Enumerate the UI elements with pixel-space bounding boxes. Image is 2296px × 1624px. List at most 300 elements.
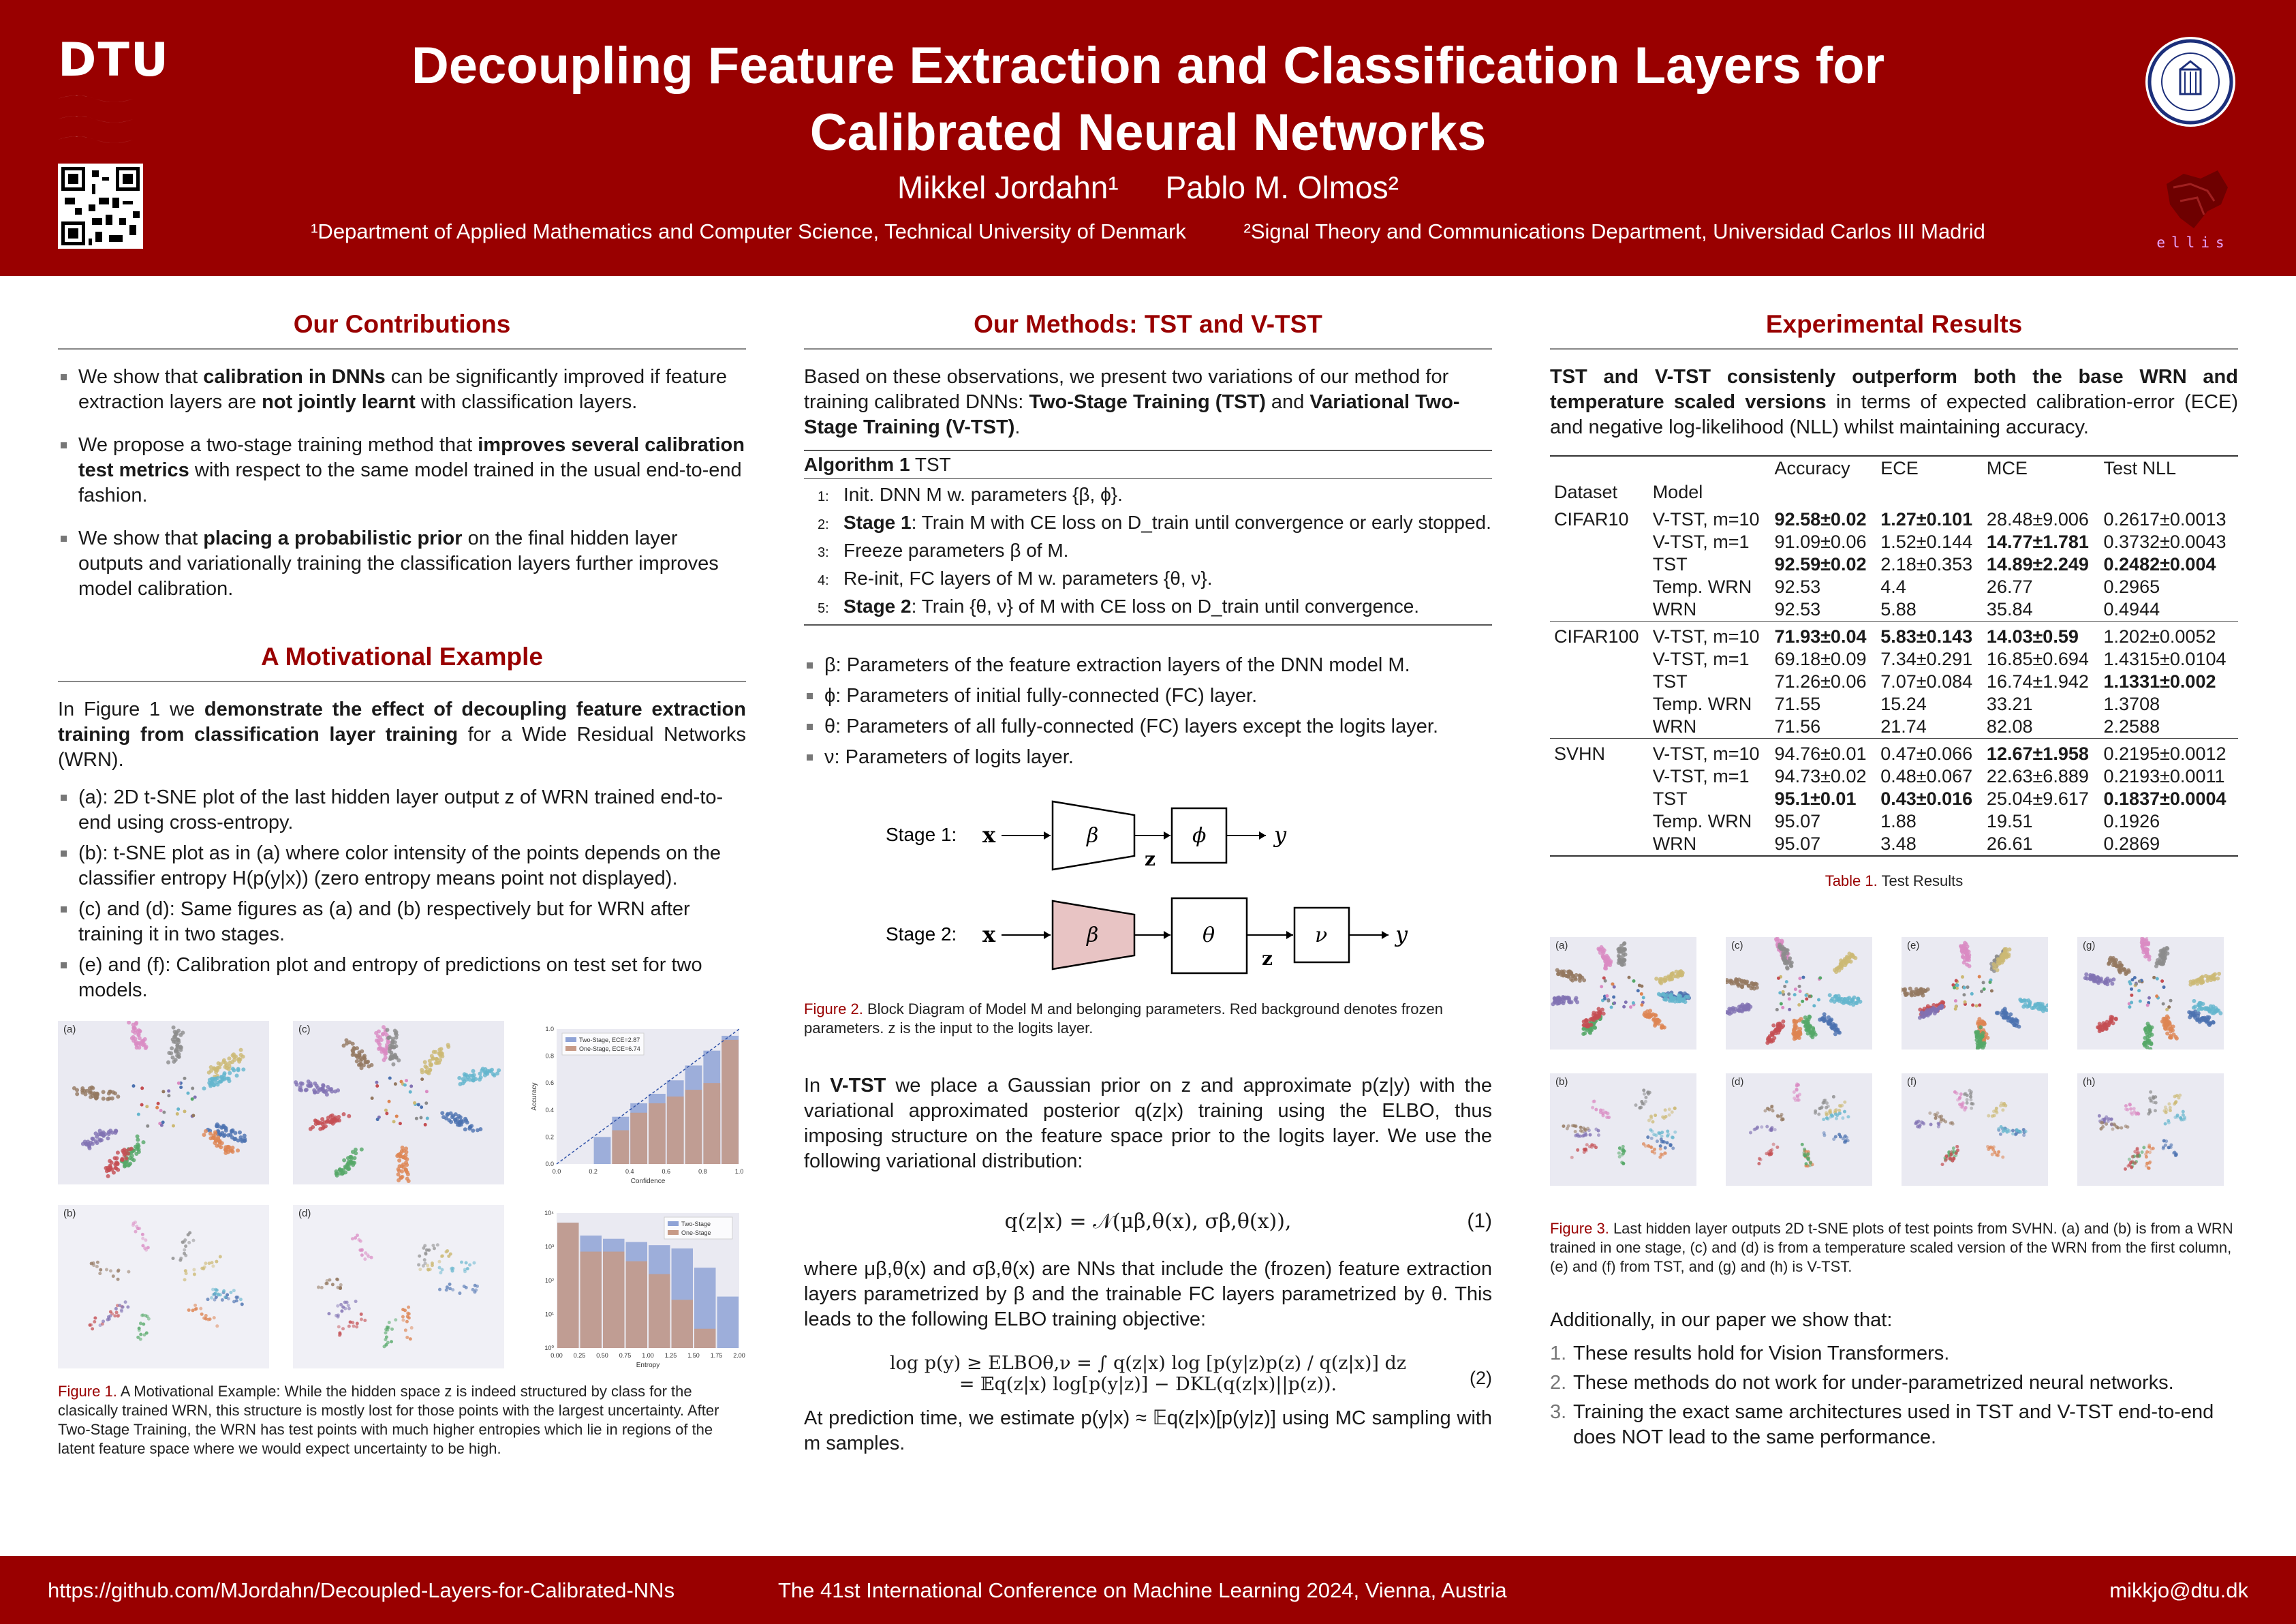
tsne-point xyxy=(2101,1125,2105,1129)
svg-text:y: y xyxy=(1395,921,1408,947)
tsne-point xyxy=(431,1056,435,1060)
poster-title xyxy=(259,33,2037,166)
mce-cell: 25.04±9.617 xyxy=(1986,788,2089,809)
tsne-point xyxy=(351,1048,355,1052)
table-row xyxy=(1550,788,2238,810)
tsne-point xyxy=(384,1328,388,1331)
tsne-point xyxy=(162,1111,166,1114)
tsne-point xyxy=(241,1302,244,1306)
tsne-point xyxy=(360,1253,364,1257)
equation-1: q(z|x) = 𝒩(μβ,θ(x), σβ,θ(x)), (1) xyxy=(1004,1210,1492,1234)
tsne-point xyxy=(1607,999,1610,1002)
tsne-point xyxy=(1783,957,1787,962)
tsne-point xyxy=(346,1162,350,1166)
tsne-point xyxy=(1622,1162,1625,1165)
tsne-point xyxy=(202,1133,206,1137)
tsne-point xyxy=(375,1084,379,1088)
tsne-point xyxy=(2130,994,2133,997)
tsne-panel-d: (d) xyxy=(293,1205,504,1368)
y-tick-label: 10³ xyxy=(544,1243,554,1251)
mce-cell: 12.67±1.958 xyxy=(1983,739,2100,766)
tsne-point xyxy=(1969,1092,1972,1095)
nll-cell: 1.1331±0.002 xyxy=(2103,671,2216,692)
tsne-point xyxy=(2129,982,2132,985)
tsne-point xyxy=(227,1056,231,1060)
tsne-point xyxy=(1576,1148,1579,1152)
tsne-point xyxy=(1805,1162,1808,1165)
model-cell: TST xyxy=(1652,554,1688,574)
tsne-point xyxy=(91,1327,94,1330)
tsne-point xyxy=(422,1264,425,1268)
tsne-point xyxy=(2207,1022,2211,1026)
tsne-point xyxy=(2167,1146,2171,1149)
tsne-point xyxy=(2144,938,2148,942)
tsne-point xyxy=(2135,983,2138,986)
model-cell: WRN xyxy=(1652,599,1697,619)
tsne-point xyxy=(363,1319,367,1322)
tsne-point xyxy=(1566,996,1570,1000)
tsne-point xyxy=(2015,1024,2019,1028)
tsne-point xyxy=(1961,946,1966,950)
tsne-point xyxy=(1969,1098,1972,1101)
tsne-point xyxy=(2124,970,2128,974)
ece-cell: 21.74 xyxy=(1880,716,1927,737)
tsne-point xyxy=(1660,1140,1664,1144)
legend-swatch xyxy=(565,1037,576,1042)
model-cell: WRN xyxy=(1652,716,1697,737)
tsne-point xyxy=(2182,1114,2185,1117)
tsne-point xyxy=(1654,1114,1657,1117)
nll-cell: 0.2965 xyxy=(2103,577,2160,597)
algorithm-title: Algorithm 1 TST xyxy=(804,451,1492,479)
tsne-point xyxy=(463,1127,467,1131)
tsne-point xyxy=(1597,1133,1600,1137)
tsne-point xyxy=(1787,992,1790,996)
tsne-point xyxy=(2138,979,2141,983)
tsne-point xyxy=(2201,1016,2205,1020)
tsne-point xyxy=(397,1159,401,1163)
tsne-point xyxy=(1850,998,1854,1002)
acc-cell: 95.07 xyxy=(1774,811,1821,831)
tsne-point xyxy=(1989,981,1992,984)
tsne-point xyxy=(1981,1035,1985,1039)
tsne-point xyxy=(230,1146,234,1150)
tsne-panel-a: (a) xyxy=(58,1021,269,1184)
tsne-point xyxy=(1785,951,1789,955)
tsne-point xyxy=(458,1291,461,1295)
additionally-text: Additionally, in our paper we show that: xyxy=(1550,1309,1893,1331)
tsne-point xyxy=(388,1100,391,1103)
tsne-point xyxy=(1642,996,1645,999)
tsne-point xyxy=(116,1094,120,1099)
tsne-point xyxy=(338,1334,341,1337)
tsne-point xyxy=(138,1227,141,1230)
tsne-point xyxy=(1585,1143,1589,1146)
tsne-point xyxy=(144,1238,147,1242)
tsne-point xyxy=(371,1097,374,1100)
tsne-point xyxy=(93,1317,97,1320)
tsne-point xyxy=(115,1311,119,1314)
tsne-point xyxy=(2145,947,2150,951)
chart-bar xyxy=(649,1103,666,1164)
tsne-point xyxy=(1649,1116,1653,1120)
tsne-point xyxy=(1801,1000,1804,1003)
tsne-point xyxy=(1648,1009,1652,1013)
tsne-point xyxy=(1628,976,1631,979)
tsne-point xyxy=(1673,1131,1677,1134)
nll-cell: 0.1837±0.0004 xyxy=(2103,788,2227,809)
tsne-point xyxy=(438,1058,442,1062)
tsne-point xyxy=(454,1112,458,1116)
tsne-point xyxy=(1642,1013,1646,1017)
tsne-point xyxy=(1795,1026,1799,1030)
finding-item: 1. These results hold for Vision Transformers. xyxy=(1550,1343,1950,1364)
tsne-point xyxy=(2182,1110,2185,1114)
tsne-point xyxy=(2024,1130,2028,1133)
tsne-point xyxy=(1759,1158,1763,1161)
tsne-point xyxy=(298,1085,302,1089)
tsne-point xyxy=(1915,1120,1919,1124)
tsne-point xyxy=(1770,1038,1774,1042)
tsne-point xyxy=(97,1137,102,1142)
tsne-point xyxy=(445,1288,448,1291)
tsne-point xyxy=(463,1268,467,1271)
model-cell: V-TST, m=10 xyxy=(1652,509,1760,530)
tsne-point xyxy=(1798,985,1801,988)
tsne-point xyxy=(2192,1006,2196,1010)
tsne-point xyxy=(424,1253,428,1256)
tsne-point xyxy=(2177,1097,2180,1100)
contribution-item: We show that placing a probabilistic prior on the final hidden layer outputs and variationally training the classification layers further improves model calibration. xyxy=(58,526,746,602)
tsne-point xyxy=(1995,1107,1998,1110)
tsne-point xyxy=(1622,1149,1625,1152)
tsne-point xyxy=(328,1088,332,1092)
tsne-point xyxy=(2146,942,2150,946)
email-link[interactable]: mikkjo@dtu.dk xyxy=(2109,1578,2248,1602)
tsne-point xyxy=(1793,993,1797,996)
tsne-point xyxy=(92,1261,95,1265)
tsne-point xyxy=(145,1105,149,1108)
tsne-point xyxy=(1841,1116,1844,1120)
tsne-point xyxy=(2193,980,2197,984)
tsne-point xyxy=(2137,989,2141,992)
authors xyxy=(259,169,2037,206)
tsne-point xyxy=(1916,989,1920,993)
tsne-point xyxy=(385,1112,388,1115)
tsne-point xyxy=(1934,1113,1937,1116)
tsne-point xyxy=(326,1116,330,1120)
x-tick-label: 0.6 xyxy=(662,1168,671,1175)
motivation-item: (c) and (d): Same figures as (a) and (b) respectively but for WRN after training it in two stages. xyxy=(58,897,746,947)
ece-cell: 15.24 xyxy=(1880,694,1927,714)
legend-swatch xyxy=(668,1230,679,1235)
tsne-point xyxy=(332,1118,337,1122)
tsne-point xyxy=(1632,979,1635,983)
tsne-point xyxy=(1825,1101,1829,1105)
tsne-point xyxy=(140,1103,144,1107)
tsne-point xyxy=(1918,1125,1921,1129)
tsne-point xyxy=(417,1103,420,1106)
tsne-point xyxy=(1822,1131,1826,1135)
tsne-point xyxy=(401,1155,405,1159)
tsne-point xyxy=(1744,1007,1748,1011)
motivation-item: (e) and (f): Calibration plot and entropy of predictions on test set for two models. xyxy=(58,953,746,1003)
github-link[interactable]: https://github.com/MJordahn/Decoupled-Layers-for-Calibrated-NNs xyxy=(48,1578,675,1602)
table-row xyxy=(1550,810,2238,833)
tsne-point xyxy=(1642,1088,1645,1092)
tsne-point xyxy=(1589,1023,1594,1027)
model-cell: Temp. WRN xyxy=(1652,811,1752,831)
ece-cell: 4.4 xyxy=(1880,577,1906,597)
tsne-point xyxy=(352,1324,356,1328)
tsne-point xyxy=(1801,976,1805,979)
tsne-point xyxy=(2018,1130,2021,1133)
tsne-point xyxy=(139,1321,142,1325)
tsne-point xyxy=(351,1321,354,1324)
tsne-point xyxy=(446,1285,449,1289)
tsne-point xyxy=(355,1059,359,1063)
tsne-point xyxy=(419,1116,422,1120)
tsne-point xyxy=(2173,1116,2177,1119)
tsne-point xyxy=(1775,1028,1780,1032)
tsne-point xyxy=(1995,1011,1999,1015)
tsne-point xyxy=(1602,948,1607,952)
mce-cell: 28.48±9.006 xyxy=(1986,509,2089,530)
tsne-point xyxy=(1658,1132,1662,1135)
tsne-point xyxy=(1639,1105,1643,1109)
tsne-point xyxy=(200,1267,204,1270)
tsne-point xyxy=(2136,1147,2139,1150)
tsne-point xyxy=(1666,1133,1670,1136)
tsne-point xyxy=(2154,1109,2157,1112)
nll-cell: 0.2193±0.0011 xyxy=(2103,766,2225,786)
calibration-chart-e xyxy=(528,1021,746,1191)
tsne-point xyxy=(1904,993,1908,997)
chart-bar xyxy=(703,1083,720,1164)
tsne-point xyxy=(230,1129,234,1133)
tsne-point xyxy=(1654,977,1658,981)
tsne-point xyxy=(2217,972,2221,976)
tsne-point xyxy=(176,1112,179,1116)
y-tick-label: 10² xyxy=(544,1277,554,1284)
svg-text:β: β xyxy=(1087,923,1099,947)
tsne-point xyxy=(2129,1107,2132,1111)
tsne-point xyxy=(445,1113,449,1117)
tsne-point xyxy=(347,1304,350,1307)
tsne-point xyxy=(339,1283,343,1287)
tsne-point xyxy=(2158,955,2162,960)
tsne-point xyxy=(468,1263,471,1267)
tsne-point xyxy=(176,1043,180,1047)
where-paragraph: where μβ,θ(x) and σβ,θ(x) are NNs that include the (frozen) feature extraction layers parametrized by β and the trainable FC layers parametrized by θ. This leads to the following ELBO training objective: xyxy=(804,1258,1492,1330)
legend-label: Two-Stage, ECE=2.87 xyxy=(579,1037,640,1043)
tsne-point xyxy=(146,1246,150,1249)
tsne-point xyxy=(1991,1148,1995,1152)
mce-cell: 16.74±1.942 xyxy=(1986,671,2089,692)
motivation-intro: In Figure 1 we demonstrate the effect of decoupling feature extraction training from classification layer training for a Wide Residual Networks (WRN). xyxy=(58,699,746,771)
tsne-point xyxy=(1666,1129,1669,1133)
tsne-point xyxy=(208,1261,211,1265)
tsne-point xyxy=(1849,954,1853,958)
tsne-point xyxy=(456,1122,460,1127)
tsne-point xyxy=(179,1033,183,1037)
qr-code[interactable] xyxy=(58,164,143,249)
tsne-point xyxy=(337,1325,341,1328)
tsne-point xyxy=(179,1086,183,1089)
tsne-point xyxy=(354,1151,358,1155)
tsne-point xyxy=(2145,954,2150,958)
tsne-point xyxy=(2149,1090,2152,1094)
tsne-point xyxy=(215,1122,219,1127)
col-dataset: Dataset xyxy=(1554,482,1618,502)
tsne-point xyxy=(183,1278,187,1281)
tsne-point xyxy=(1557,970,1561,974)
chart-bar xyxy=(594,1137,611,1164)
tsne-point xyxy=(1826,1020,1830,1024)
tsne-point xyxy=(417,1263,420,1266)
tsne-point xyxy=(121,1305,125,1308)
tsne-point xyxy=(2124,1124,2128,1128)
tsne-point xyxy=(1966,1101,1969,1105)
tsne-point xyxy=(213,1298,217,1302)
tsne-point xyxy=(2144,1152,2147,1156)
tsne-point xyxy=(1804,994,1808,997)
tsne-point xyxy=(356,1234,359,1237)
tsne-point xyxy=(360,1313,363,1316)
dataset-cell: CIFAR10 xyxy=(1554,509,1629,530)
tsne-point xyxy=(1979,1025,1983,1029)
svg-text:β: β xyxy=(1087,824,1099,848)
ece-cell: 1.52±0.144 xyxy=(1880,532,1973,552)
tsne-point xyxy=(1980,990,1983,993)
tsne-point xyxy=(1657,992,1661,996)
tsne-point xyxy=(386,1036,390,1040)
affiliation-2: ²Signal Theory and Communications Department, Universidad Carlos III Madrid xyxy=(1243,219,1985,243)
tsne-point xyxy=(235,1296,238,1299)
tsne-point xyxy=(2116,1126,2120,1129)
tsne-point xyxy=(2203,1007,2207,1011)
tsne-point xyxy=(409,1090,412,1094)
tsne-point xyxy=(98,1272,102,1275)
tsne-point xyxy=(1578,977,1582,981)
tsne-point xyxy=(72,1086,76,1090)
nll-cell: 0.2869 xyxy=(2103,833,2160,854)
tsne-point xyxy=(451,1288,454,1291)
tsne-point xyxy=(174,1058,178,1062)
tsne-point xyxy=(99,1323,102,1327)
tsne-point xyxy=(1604,979,1607,983)
tsne-point xyxy=(401,1319,405,1322)
tsne-point xyxy=(431,1263,434,1267)
tsne-point xyxy=(1996,960,2000,964)
tsne-point xyxy=(2145,937,2149,938)
tsne-point xyxy=(2128,1103,2131,1106)
tsne-point xyxy=(1837,1133,1841,1136)
chart-bar xyxy=(612,1131,629,1165)
tsne-point xyxy=(184,1244,187,1248)
tsne-point xyxy=(2182,1118,2185,1121)
tsne-point xyxy=(1622,1005,1626,1009)
tsne-point xyxy=(389,1055,393,1059)
tsne-point xyxy=(426,1268,430,1271)
tsne-point xyxy=(1805,997,1808,1000)
tsne-point xyxy=(1997,1127,2000,1131)
tsne-point xyxy=(210,1296,213,1300)
tsne-point xyxy=(219,1145,223,1149)
tsne-point xyxy=(91,1137,95,1141)
tsne-point xyxy=(134,1230,137,1234)
footer xyxy=(0,1556,2296,1624)
acc-cell: 71.56 xyxy=(1774,716,1821,737)
tsne-point xyxy=(1581,1032,1585,1036)
tsne-point xyxy=(1665,1141,1669,1144)
tsne-point xyxy=(231,1150,235,1154)
tsne-point xyxy=(1982,981,1985,984)
tsne-point xyxy=(1772,1143,1775,1146)
tsne-point xyxy=(1671,1110,1674,1114)
tsne-point xyxy=(394,1033,399,1037)
tsne-point xyxy=(2001,1108,2004,1112)
tsne-point xyxy=(1778,945,1782,949)
tsne-point xyxy=(1660,1152,1663,1156)
nll-cell: 0.3732±0.0043 xyxy=(2103,532,2227,552)
tsne-point xyxy=(1643,1103,1646,1106)
tsne-point xyxy=(136,1336,140,1339)
nll-cell: 0.2482±0.004 xyxy=(2103,554,2216,574)
tsne-point xyxy=(343,1307,347,1311)
ellis-text: ellis xyxy=(2156,234,2231,251)
tsne-point xyxy=(113,1314,117,1317)
tsne-point xyxy=(2155,994,2158,998)
tsne-point xyxy=(358,1053,362,1057)
nll-cell: 0.1926 xyxy=(2103,811,2160,831)
contribution-item: We propose a two-stage training method that improves several calibration test metrics with respect to the same model trained in the usual end-to-end fashion. xyxy=(58,433,746,508)
tsne-point xyxy=(2139,1000,2142,1003)
figure-1-caption: Figure 1. A Motivational Example: While the hidden space z is indeed structured by class for the clasically trained WRN, this structure is mostly lost for those points with the largest uncertainty. After Two-Stage Training, the WRN has test points with much higher entropies which lie in regions of the latent feature space where we would expect uncertainty to be high. xyxy=(58,1383,719,1457)
tsne-point xyxy=(2105,1026,2109,1030)
tsne-point xyxy=(404,1146,408,1150)
tsne-point xyxy=(1997,1150,2000,1154)
tsne-point xyxy=(175,1054,179,1058)
tsne-point xyxy=(1954,999,1957,1002)
tsne-point xyxy=(1955,1152,1958,1155)
tsne-point xyxy=(369,1063,373,1067)
tsne-point xyxy=(1574,1130,1577,1133)
tsne-point xyxy=(1611,982,1614,985)
tsne-point xyxy=(2128,1005,2131,1009)
tsne-point xyxy=(1920,1011,1924,1015)
svg-text:z: z xyxy=(1145,848,1155,870)
tsne-point xyxy=(147,1317,151,1321)
tsne-point xyxy=(219,1126,223,1130)
tsne-point xyxy=(102,1097,106,1101)
tsne-point xyxy=(1951,1159,1954,1163)
tsne-point xyxy=(1786,966,1790,970)
tsne-point xyxy=(136,1134,140,1138)
tsne-point xyxy=(183,1077,186,1080)
tsne-point xyxy=(1562,972,1566,976)
tsne-point xyxy=(102,1134,106,1138)
dataset-cell: SVHN xyxy=(1550,739,1649,766)
tsne-point xyxy=(2145,1041,2150,1045)
tsne-point xyxy=(233,1131,237,1135)
tsne-point xyxy=(1846,999,1850,1003)
mce-cell: 26.61 xyxy=(1986,833,2033,854)
tsne-point xyxy=(440,1111,444,1115)
tsne-point xyxy=(2135,1112,2138,1116)
tsne-point xyxy=(2218,1011,2222,1015)
tsne-point xyxy=(404,1169,408,1173)
